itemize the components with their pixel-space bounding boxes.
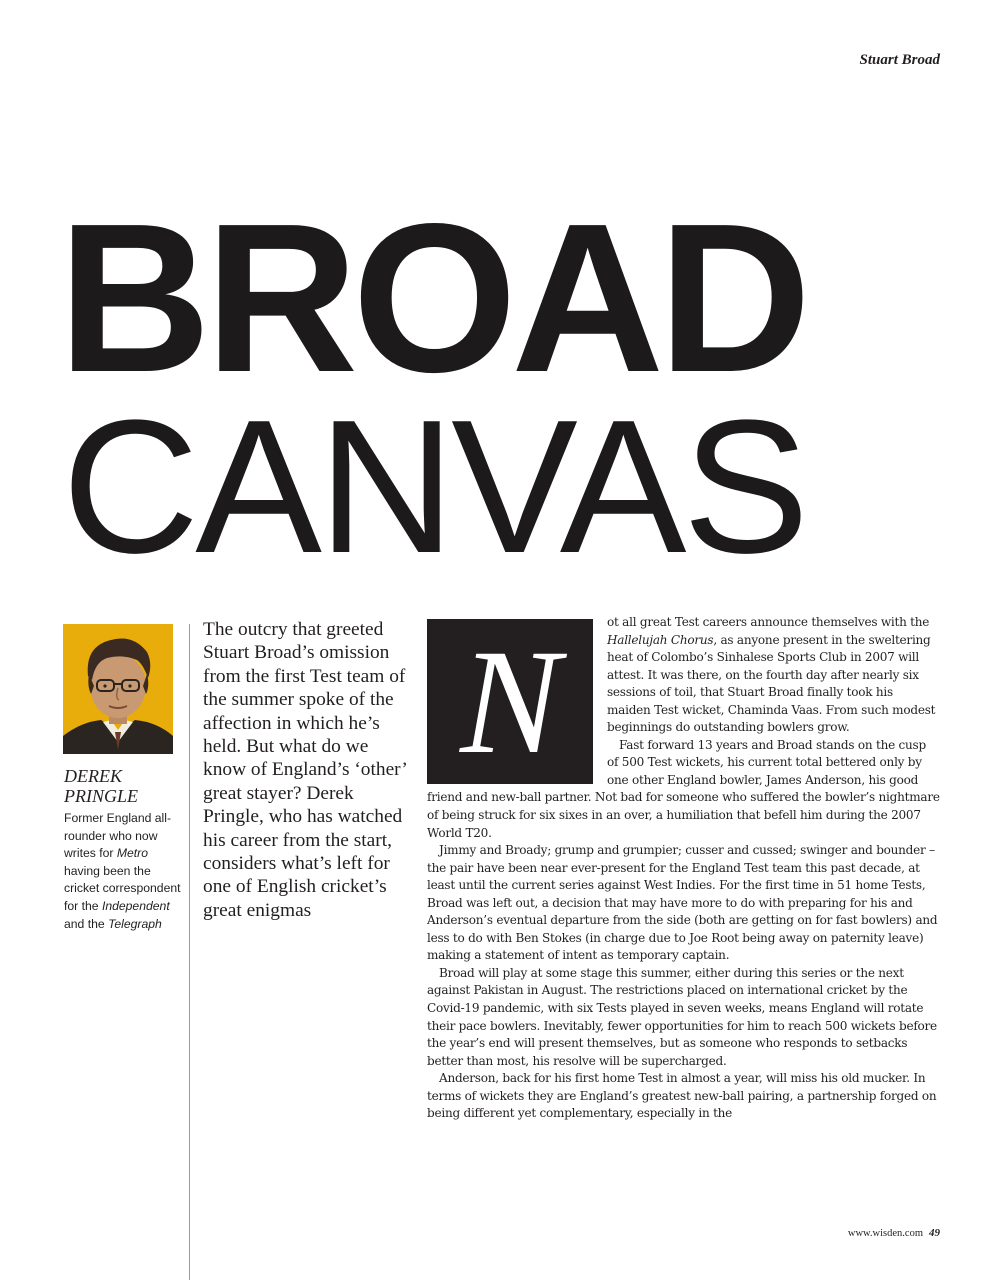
- body-paragraph-5: Anderson, back for his first home Test in almost a year, will miss his old mucker. In terms of wickets they are England’s greatest new-ball pairing, a partnership forged on being different yet complementary, especially in the: [427, 1071, 937, 1121]
- author-bio-text-2: having been the cricket correspondent for the: [64, 863, 181, 913]
- author-bio-text-1: Former England all-rounder who now writes for: [64, 811, 172, 861]
- column-divider: [189, 624, 190, 1280]
- body-paragraph-3: Jimmy and Broady; grump and grumpier; cusser and cussed; swinger and bounder – the pair have been near ever-present for the England Test team this past decade, at least until the current series against West Indies. For the first time in 51 home Tests, Broad was left out, a decision that may have more to do with preparing for his and Anderson’s eventual departure from the side (both are getting on for fast bowlers) and less to do with Ben Stokes (in charge due to Joe Root being away on paternity leave) making a statement of intent as temporary captain.: [427, 843, 938, 963]
- article-body: [427, 614, 940, 1123]
- body-paragraph-1-start: ot all great Test careers announce themselves with the: [607, 615, 930, 629]
- body-paragraph-1-end: , as anyone present in the sweltering heat of Colombo’s Sinhalese Sports Club in 2007 will attest. It was there, on the fourth day after nearly six sessions of toil, that Stuart Broad finally took his maiden Test wicket, Chaminda Vaas. From such modest beginnings do outstanding bowlers grow.: [607, 632, 936, 735]
- headline-line-1: BROAD: [58, 179, 806, 416]
- running-head: Stuart Broad: [859, 52, 940, 68]
- author-name-first: DEREK: [64, 766, 122, 786]
- author-name: [64, 766, 184, 806]
- body-paragraph-1-emphasis: Hallelujah Chorus: [607, 632, 714, 647]
- page-number: 49: [929, 1227, 940, 1239]
- page-footer: [848, 1227, 940, 1239]
- author-photo-illustration: [63, 624, 173, 754]
- author-bio-publication-1: Metro: [116, 846, 148, 861]
- author-bio-publication-3: Telegraph: [108, 916, 162, 931]
- footer-site-url: www.wisden.com: [847, 1228, 923, 1239]
- author-bio-publication-2: Independent: [101, 898, 170, 913]
- author-bio: [64, 810, 182, 933]
- author-portrait: [63, 624, 173, 754]
- standfirst: The outcry that greeted Stuart Broad’s omission from the first Test team of the summer spoke of the affection in which he’s held. But what do we know of England’s ‘other’ great stayer? Derek Pringle, who has watched his career from the start, considers what’s left for one of English cricket’s great enigmas: [203, 619, 407, 921]
- author-name-last: PRINGLE: [64, 786, 138, 806]
- body-paragraph-4: Broad will play at some stage this summer, either during this series or the next against Pakistan in August. The restrictions placed on international cricket by the Covid-19 pandemic, with six Tests played in seven weeks, means England will rotate their pace bowlers. Inevitably, fewer opportunities for him to reach 500 wickets before the year’s end will present themselves, but as someone who responds to setbacks better than most, his resolve will be supercharged.: [427, 965, 937, 1068]
- drop-cap-letter: N: [460, 618, 560, 785]
- body-paragraph-2: Fast forward 13 years and Broad stands on the cusp of 500 Test wickets, his current total bettered only by one other England bowler, James Anderson, his good friend and new-ball partner. Not bad for someone who suffered the bowler’s nightmare of being struck for six sixes in an over, a humiliation that befell him during the 2007 World T20.: [427, 737, 940, 840]
- author-bio-text-3: and the: [64, 916, 109, 931]
- headline-line-2: CANVAS: [62, 381, 806, 593]
- drop-cap-box: [427, 619, 593, 784]
